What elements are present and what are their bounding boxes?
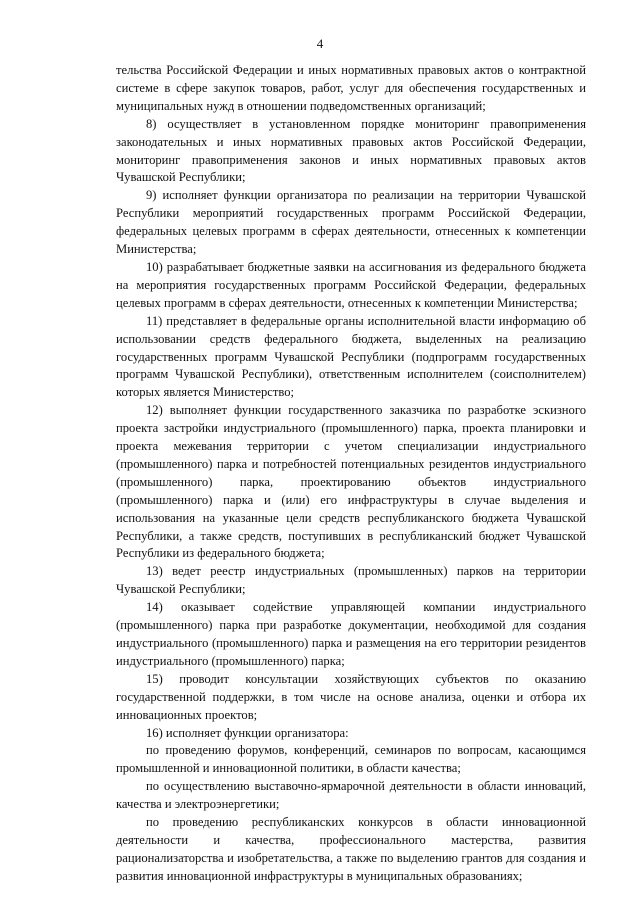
paragraph-item-12: 12) выполняет функции государственного заказчика по разработке эскизного проекта застройки индустриального (промышленного) парка, проекта планировки и проекта межевания территории с учетом специализации индустриального (промышленного) парка и потребностей потенциальных резидентов индустриального (промышленного) парка, проектированию объектов индустриального (промышленного) парка и (или) его инфраструктуры в случае выделения и использования на указанные цели средств республиканского бюджета Чувашской Республики, а также средств, поступивших в республиканский бюджет Чувашской Республики из федерального бюджета;: [116, 403, 586, 561]
paragraph-item-14: 14) оказывает содействие управляющей компании индустриального (промышленного) парка при разработке документации, необходимой для создания индустриального (промышленного) парка и размещения на его территории резидентов индустриального (промышленного) парка;: [116, 600, 586, 668]
paragraph-continuation: тельства Российской Федерации и иных нормативных правовых актов о контрактной системе в сфере закупок товаров, работ, услуг для обеспечения государственных и муниципальных нужд в отношении подведомственных организаций;: [116, 63, 586, 113]
paragraph-item-16-forums: по проведению форумов, конференций, семинаров по вопросам, касающимся промышленной и инновационной политики, в области качества;: [116, 743, 586, 776]
paragraph-item-16: 16) исполняет функции организатора:: [146, 725, 349, 740]
paragraph-item-16-contests: по проведению республиканских конкурсов в области инновационной деятельности и качества, профессионального мастерства, развития рационализаторства и изобретательства, а также по выделению грантов для создания и развития инновационной инфраструктуры в муниципальных образованиях;: [116, 815, 586, 883]
paragraph-item-10: 10) разрабатывает бюджетные заявки на ассигнования из федерального бюджета на мероприятия государственных программ Российской Федерации, федеральных целевых программ в сферах деятельности, отнесенных к компетенции Министерства;: [116, 259, 586, 310]
paragraph-item-8: 8) осуществляет в установленном порядке мониторинг правоприменения законодательных и иных нормативных правовых актов Российской Федерации, мониторинг правоприменения законов и иных нормативных правовых актов Чувашской Республики;: [116, 116, 586, 185]
document-body: [116, 62, 586, 886]
paragraph-item-9: 9) исполняет функции организатора по реализации на территории Чувашской Республики мероприятий государственных программ Российской Федерации, федеральных целевых программ в сферах деятельности, отнесенных к компетенции Министерства;: [116, 188, 586, 257]
paragraph-item-15: 15) проводит консультации хозяйствующих субъектов по оказанию государственной поддержки, в том числе на основе анализа, оценки и отбора их инновационных проектов;: [116, 671, 586, 722]
paragraph-item-13: 13) ведет реестр индустриальных (промышленных) парков на территории Чувашской Республики;: [116, 564, 586, 597]
paragraph-item-11: 11) представляет в федеральные органы исполнительной власти информацию об использовании средств федерального бюджета, выделенных на реализацию государственных программ Чувашской Республики (подпрограмм государственных программ Чувашской Республики), ответственным исполнителем (соисполнителем) которых является Министерство;: [116, 313, 586, 400]
paragraph-item-16-exhibitions: по осуществлению выставочно-ярмарочной деятельности в области инноваций, качества и электроэнергетики;: [116, 779, 586, 812]
page-number: 4: [316, 36, 324, 51]
